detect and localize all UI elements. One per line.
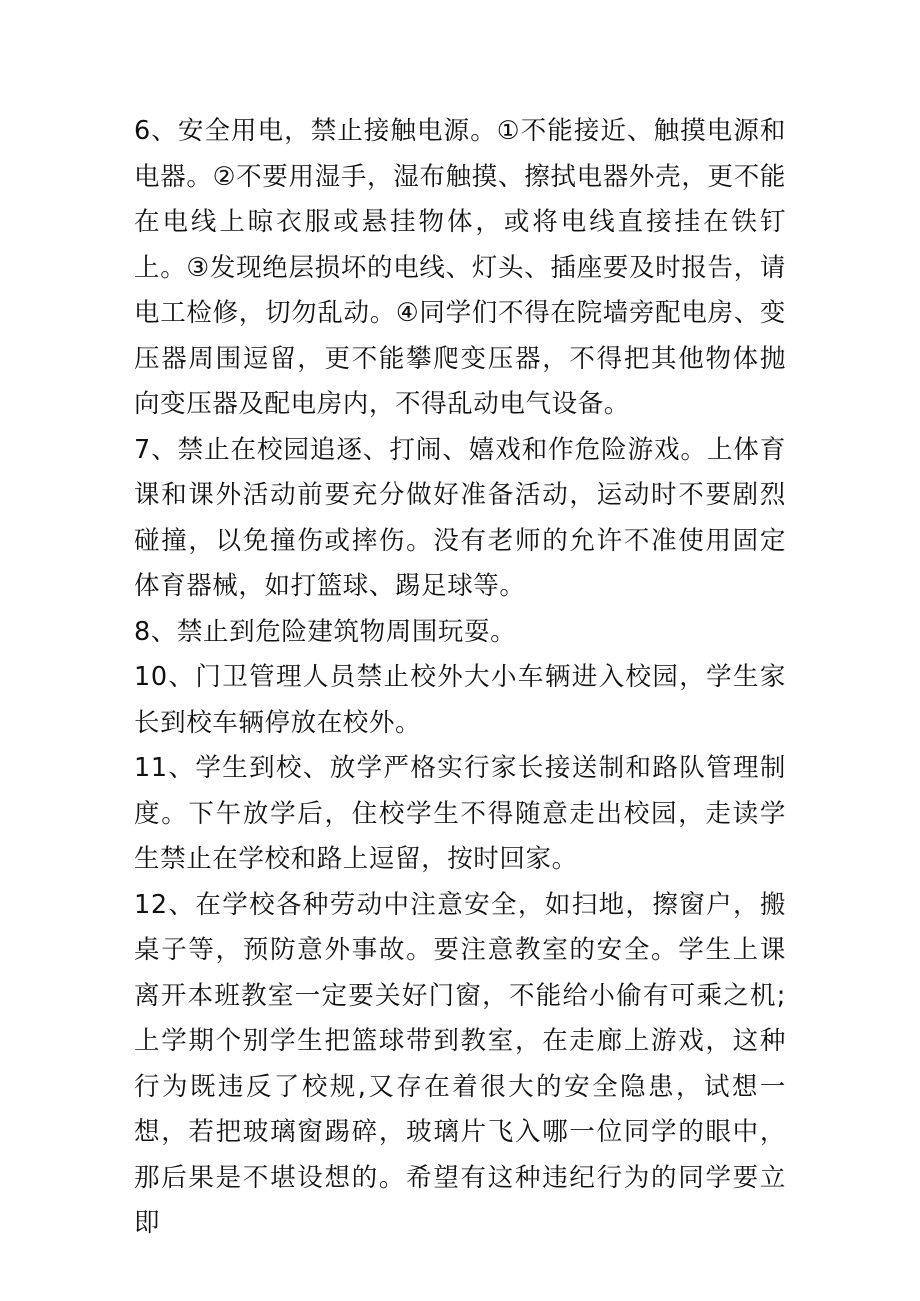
document-body — [134, 109, 786, 1247]
paragraph-6-electricity-safety: 6、安全用电，禁止接触电源。①不能接近、触摸电源和电器。②不要用湿手，湿布触摸、擦拭电器外壳，更不能在电线上晾衣服或悬挂物体，或将电线直接挂在铁钉上。③发现绝层损坏的电线、灯头、插座要及时报告，请电工检修，切勿乱动。④同学们不得在院墙旁配电房、变压器周围逗留，更不能攀爬变压器，不得把其他物体抛向变压器及配电房内，不得乱动电气设备。 — [134, 116, 786, 419]
paragraph-7-no-dangerous-games: 7、禁止在校园追逐、打闹、嬉戏和作危险游戏。上体育课和课外活动前要充分做好准备活动，运动时不要剧烈碰撞，以免撞伤或摔伤。没有老师的允许不准使用固定体育器械，如打篮球、踢足球等。 — [134, 434, 786, 601]
paragraph-12-labor-classroom-safety: 12、在学校各种劳动中注意安全，如扫地，擦窗户，搬桌子等，预防意外事故。要注意教室的安全。学生上课离开本班教室一定要关好门窗，不能给小偷有可乘之机;上学期个别学生把篮球带到教室，在走廊上游戏，这种行为既违反了校规,又存在着很大的安全隐患，试想一想，若把玻璃窗踢碎，玻璃片飞入哪一位同学的眼中，那后果是不堪设想的。希望有这种违纪行为的同学要立即 — [134, 889, 786, 1238]
paragraph-8-dangerous-buildings: 8、禁止到危险建筑物周围玩耍。 — [134, 616, 517, 647]
paragraph-10-vehicle-control: 10、门卫管理人员禁止校外大小车辆进入校园，学生家长到校车辆停放在校外。 — [134, 662, 786, 738]
paragraph-11-pickup-system: 11、学生到校、放学严格实行家长接送制和路队管理制度。下午放学后，住校学生不得随意走出校园，走读学生禁止在学校和路上逗留，按时回家。 — [134, 753, 786, 874]
